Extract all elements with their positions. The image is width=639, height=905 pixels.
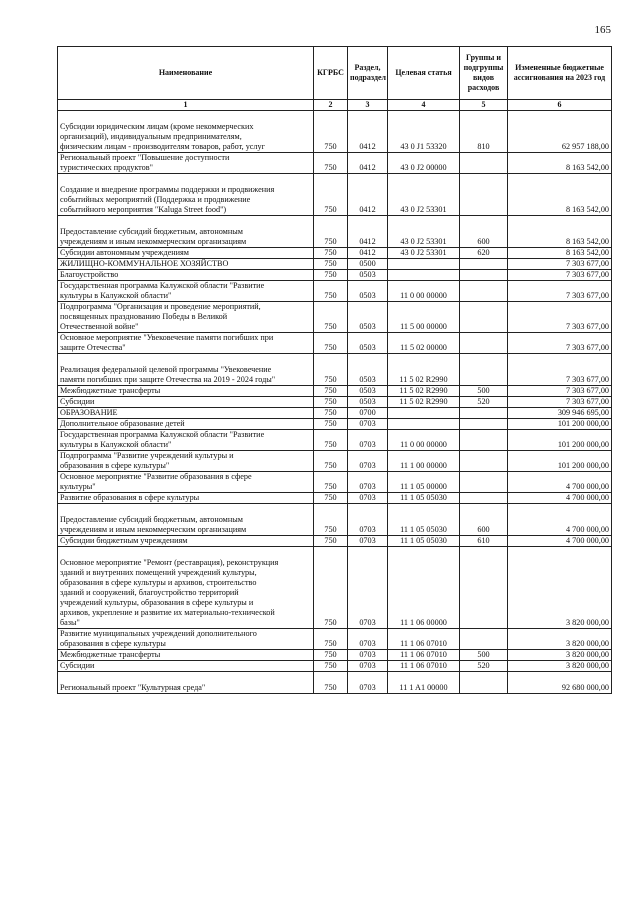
cell-amount: 62 957 188,00: [508, 111, 612, 153]
cell-group: [460, 629, 508, 650]
header-target: Целевая статья: [388, 47, 460, 100]
cell-name: Государственная программа Калужской области "Развитие культуры в Калужской области": [58, 430, 314, 451]
header-kgrbs: КГРБС: [314, 47, 348, 100]
cell-group: 600: [460, 216, 508, 248]
cell-kgrbs: 750: [314, 111, 348, 153]
cell-kgrbs: 750: [314, 354, 348, 386]
cell-amount: 4 700 000,00: [508, 536, 612, 547]
cell-section: 0703: [348, 650, 388, 661]
cell-target: 11 1 06 07010: [388, 661, 460, 672]
cell-amount: 4 700 000,00: [508, 493, 612, 504]
cell-target: [388, 419, 460, 430]
table-row: [58, 281, 612, 302]
cell-amount: 4 700 000,00: [508, 472, 612, 493]
table-row: [58, 504, 612, 536]
cell-name: Государственная программа Калужской области "Развитие культуры в Калужской области": [58, 281, 314, 302]
cell-amount: 7 303 677,00: [508, 333, 612, 354]
cell-group: [460, 302, 508, 333]
column-number: 4: [388, 100, 460, 111]
cell-target: [388, 270, 460, 281]
table-row: [58, 408, 612, 419]
cell-group: 600: [460, 504, 508, 536]
table-row: [58, 216, 612, 248]
cell-name: Подпрограмма "Развитие учреждений культуры и образования в сфере культуры": [58, 451, 314, 472]
cell-group: [460, 408, 508, 419]
cell-group: [460, 270, 508, 281]
cell-name: Благоустройство: [58, 270, 314, 281]
cell-kgrbs: 750: [314, 451, 348, 472]
cell-section: 0703: [348, 472, 388, 493]
cell-amount: 3 820 000,00: [508, 661, 612, 672]
cell-section: 0703: [348, 536, 388, 547]
cell-kgrbs: 750: [314, 672, 348, 694]
cell-name: Создание и внедрение программы поддержки и продвижения событийных мероприятий (Поддержка и продвижение событийного мероприятия "Kaluga Street food"): [58, 174, 314, 216]
cell-group: [460, 493, 508, 504]
cell-group: [460, 174, 508, 216]
cell-group: [460, 153, 508, 174]
cell-amount: 92 680 000,00: [508, 672, 612, 694]
cell-group: [460, 472, 508, 493]
cell-group: [460, 672, 508, 694]
cell-target: 11 5 02 00000: [388, 333, 460, 354]
header-section: Раздел, подраздел: [348, 47, 388, 100]
cell-kgrbs: 750: [314, 333, 348, 354]
cell-target: 43 0 J2 53301: [388, 174, 460, 216]
table-row: [58, 397, 612, 408]
cell-group: [460, 419, 508, 430]
cell-section: 0700: [348, 408, 388, 419]
header-amount: Измененные бюджетные ассигнования на 2023 год: [508, 47, 612, 100]
cell-group: 500: [460, 650, 508, 661]
cell-target: 43 0 J1 53320: [388, 111, 460, 153]
cell-target: 11 0 00 00000: [388, 430, 460, 451]
cell-group: [460, 333, 508, 354]
cell-kgrbs: 750: [314, 430, 348, 451]
cell-section: 0703: [348, 493, 388, 504]
table-body: [58, 111, 612, 694]
table-row: [58, 629, 612, 650]
cell-amount: 7 303 677,00: [508, 397, 612, 408]
cell-section: 0503: [348, 386, 388, 397]
table-row: [58, 153, 612, 174]
column-number-row: [58, 100, 612, 111]
cell-kgrbs: 750: [314, 270, 348, 281]
cell-name: Субсидии бюджетным учреждениям: [58, 536, 314, 547]
header-groups: Группы и подгруппы видов расходов: [460, 47, 508, 100]
cell-amount: 3 820 000,00: [508, 547, 612, 629]
cell-name: ОБРАЗОВАНИЕ: [58, 408, 314, 419]
cell-name: Межбюджетные трансферты: [58, 386, 314, 397]
cell-amount: 3 820 000,00: [508, 629, 612, 650]
cell-target: 43 0 J2 00000: [388, 153, 460, 174]
cell-name: Субсидии юридическим лицам (кроме некоммерческих организаций), индивидуальным предпринимателям, физическим лицам - производителям товаров, работ, услуг: [58, 111, 314, 153]
cell-target: 11 1 05 05030: [388, 493, 460, 504]
cell-name: Подпрограмма "Организация и проведение мероприятий, посвященных празднованию Победы в Великой Отечественной войне": [58, 302, 314, 333]
table-row: [58, 270, 612, 281]
cell-target: 11 5 02 R2990: [388, 386, 460, 397]
cell-target: 43 0 J2 53301: [388, 216, 460, 248]
cell-kgrbs: 750: [314, 419, 348, 430]
table-row: [58, 302, 612, 333]
cell-section: 0503: [348, 302, 388, 333]
cell-amount: 8 163 542,00: [508, 153, 612, 174]
cell-section: 0500: [348, 259, 388, 270]
cell-section: 0412: [348, 248, 388, 259]
cell-amount: 101 200 000,00: [508, 451, 612, 472]
cell-section: 0412: [348, 111, 388, 153]
cell-kgrbs: 750: [314, 408, 348, 419]
cell-kgrbs: 750: [314, 650, 348, 661]
cell-name: Субсидии: [58, 661, 314, 672]
column-number: 3: [348, 100, 388, 111]
cell-group: 520: [460, 397, 508, 408]
cell-kgrbs: 750: [314, 661, 348, 672]
cell-group: 500: [460, 386, 508, 397]
cell-section: 0412: [348, 153, 388, 174]
cell-target: 11 5 02 R2990: [388, 354, 460, 386]
cell-section: 0503: [348, 354, 388, 386]
cell-group: 520: [460, 661, 508, 672]
cell-amount: 7 303 677,00: [508, 270, 612, 281]
cell-group: [460, 354, 508, 386]
cell-amount: 7 303 677,00: [508, 259, 612, 270]
cell-name: Предоставление субсидий бюджетным, автономным учреждениям и иным некоммерческим организациям: [58, 504, 314, 536]
cell-kgrbs: 750: [314, 153, 348, 174]
cell-section: 0703: [348, 504, 388, 536]
cell-amount: 4 700 000,00: [508, 504, 612, 536]
cell-kgrbs: 750: [314, 504, 348, 536]
cell-kgrbs: 750: [314, 216, 348, 248]
cell-name: Межбюджетные трансферты: [58, 650, 314, 661]
cell-target: 11 1 06 07010: [388, 629, 460, 650]
table-row: [58, 259, 612, 270]
cell-section: 0503: [348, 333, 388, 354]
cell-target: 11 1 05 00000: [388, 472, 460, 493]
cell-group: [460, 451, 508, 472]
budget-table: [57, 46, 612, 694]
cell-section: 0503: [348, 281, 388, 302]
cell-amount: 7 303 677,00: [508, 354, 612, 386]
cell-target: [388, 259, 460, 270]
cell-amount: 7 303 677,00: [508, 386, 612, 397]
cell-kgrbs: 750: [314, 629, 348, 650]
cell-target: 11 5 02 R2990: [388, 397, 460, 408]
header-row: [58, 47, 612, 100]
cell-group: 610: [460, 536, 508, 547]
table-row: [58, 661, 612, 672]
column-number: 2: [314, 100, 348, 111]
cell-kgrbs: 750: [314, 259, 348, 270]
column-number: 5: [460, 100, 508, 111]
cell-amount: 101 200 000,00: [508, 430, 612, 451]
cell-amount: 8 163 542,00: [508, 174, 612, 216]
cell-group: [460, 281, 508, 302]
cell-section: 0412: [348, 216, 388, 248]
cell-name: Развитие муниципальных учреждений дополнительного образования в сфере культуры: [58, 629, 314, 650]
cell-name: Предоставление субсидий бюджетным, автономным учреждениям и иным некоммерческим организациям: [58, 216, 314, 248]
table-row: [58, 354, 612, 386]
cell-name: Субсидии автономным учреждениям: [58, 248, 314, 259]
cell-name: Региональный проект "Повышение доступности туристических продуктов": [58, 153, 314, 174]
table-row: [58, 493, 612, 504]
table-row: [58, 248, 612, 259]
table-row: [58, 386, 612, 397]
cell-section: 0412: [348, 174, 388, 216]
table-row: [58, 111, 612, 153]
cell-name: Основное мероприятие "Увековечение памяти погибших при защите Отечества": [58, 333, 314, 354]
table-row: [58, 419, 612, 430]
table-row: [58, 430, 612, 451]
cell-target: 11 1 A1 00000: [388, 672, 460, 694]
cell-name: Основное мероприятие "Ремонт (реставрация), реконструкция зданий и внутренних помещений учреждений культуры, образования в сфере культуры и архивов, строительство зданий и сооружений, благоустройство территорий учреждений культуры, образования в сфере культуры и архивов, укрепление и развитие их материально-технической базы": [58, 547, 314, 629]
cell-target: [388, 408, 460, 419]
cell-kgrbs: 750: [314, 248, 348, 259]
cell-target: 11 5 00 00000: [388, 302, 460, 333]
cell-section: 0703: [348, 547, 388, 629]
cell-name: Региональный проект "Культурная среда": [58, 672, 314, 694]
cell-section: 0703: [348, 661, 388, 672]
table-row: [58, 672, 612, 694]
cell-target: 11 1 06 00000: [388, 547, 460, 629]
cell-group: 620: [460, 248, 508, 259]
cell-kgrbs: 750: [314, 536, 348, 547]
cell-target: 43 0 J2 53301: [388, 248, 460, 259]
cell-target: 11 1 05 05030: [388, 504, 460, 536]
cell-amount: 7 303 677,00: [508, 302, 612, 333]
cell-section: 0703: [348, 629, 388, 650]
cell-kgrbs: 750: [314, 302, 348, 333]
cell-section: 0703: [348, 451, 388, 472]
table-row: [58, 650, 612, 661]
cell-section: 0703: [348, 672, 388, 694]
cell-group: [460, 430, 508, 451]
cell-name: Реализация федеральной целевой программы "Увековечение памяти погибших при защите Отечества на 2019 - 2024 годы": [58, 354, 314, 386]
table-row: [58, 333, 612, 354]
cell-kgrbs: 750: [314, 281, 348, 302]
cell-kgrbs: 750: [314, 397, 348, 408]
cell-kgrbs: 750: [314, 547, 348, 629]
cell-amount: 101 200 000,00: [508, 419, 612, 430]
cell-kgrbs: 750: [314, 174, 348, 216]
cell-group: [460, 547, 508, 629]
table-row: [58, 547, 612, 629]
column-number: 6: [508, 100, 612, 111]
header-name: Наименование: [58, 47, 314, 100]
cell-kgrbs: 750: [314, 472, 348, 493]
cell-name: Субсидии: [58, 397, 314, 408]
cell-group: 810: [460, 111, 508, 153]
cell-amount: 8 163 542,00: [508, 216, 612, 248]
page-number: 165: [594, 24, 611, 36]
cell-target: 11 1 06 07010: [388, 650, 460, 661]
table-row: [58, 472, 612, 493]
cell-amount: 7 303 677,00: [508, 281, 612, 302]
cell-kgrbs: 750: [314, 493, 348, 504]
cell-amount: 8 163 542,00: [508, 248, 612, 259]
cell-amount: 3 820 000,00: [508, 650, 612, 661]
table-row: [58, 174, 612, 216]
cell-target: 11 0 00 00000: [388, 281, 460, 302]
cell-target: 11 1 00 00000: [388, 451, 460, 472]
table-row: [58, 536, 612, 547]
cell-section: 0503: [348, 270, 388, 281]
cell-name: ЖИЛИЩНО-КОММУНАЛЬНОЕ ХОЗЯЙСТВО: [58, 259, 314, 270]
cell-section: 0703: [348, 430, 388, 451]
cell-target: 11 1 05 05030: [388, 536, 460, 547]
cell-section: 0703: [348, 419, 388, 430]
cell-kgrbs: 750: [314, 386, 348, 397]
table-row: [58, 451, 612, 472]
cell-section: 0503: [348, 397, 388, 408]
column-number: 1: [58, 100, 314, 111]
cell-amount: 309 946 695,00: [508, 408, 612, 419]
cell-name: Дополнительное образование детей: [58, 419, 314, 430]
cell-name: Развитие образования в сфере культуры: [58, 493, 314, 504]
cell-group: [460, 259, 508, 270]
cell-name: Основное мероприятие "Развитие образования в сфере культуры": [58, 472, 314, 493]
